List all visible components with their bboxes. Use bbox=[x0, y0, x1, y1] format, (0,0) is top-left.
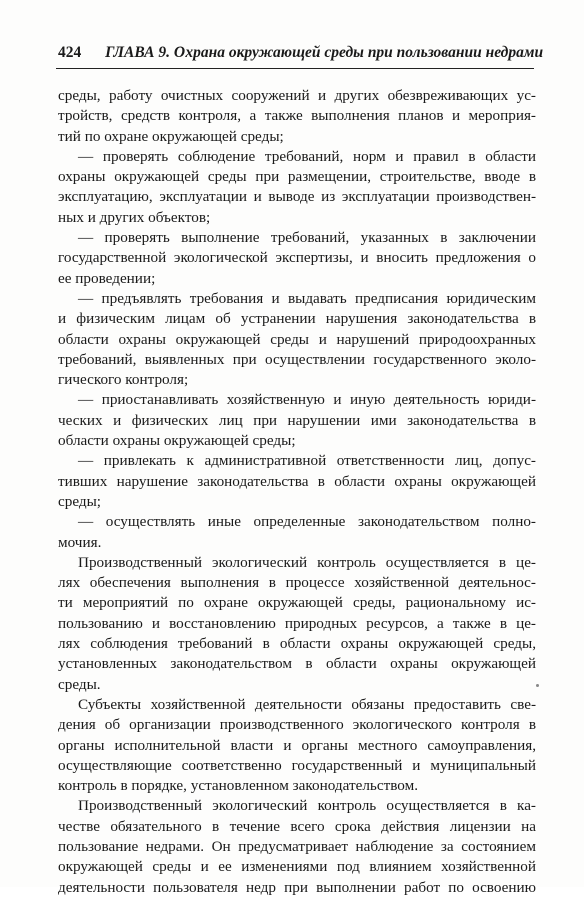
text-line: — осуществлять иные определенные законодательством полно- bbox=[78, 513, 536, 531]
text-line: требований, выявленных при осуществлении государственного эколо- bbox=[58, 350, 536, 368]
text-line: — предъявлять требования и выдавать предписания юридическим bbox=[78, 289, 536, 307]
text-line: — приостанавливать хозяйственную и иную деятельность юриди- bbox=[78, 391, 536, 409]
header-rule bbox=[56, 68, 534, 69]
text-line: эксплуатацию, эксплуатации и выводе из эксплуатации производствен- bbox=[58, 188, 536, 206]
text-line: дения об организации производственного экологического контроля в bbox=[58, 716, 536, 734]
paragraph bbox=[58, 289, 536, 390]
text-line: Субъекты хозяйственной деятельности обязаны предоставить све- bbox=[78, 695, 536, 713]
text-line: государственной экологической экспертизы, и вносить предложения о bbox=[58, 249, 536, 267]
text-line: тройств, средств контроля, а также выполнения планов и мероприя- bbox=[58, 107, 536, 125]
text-line: среды. bbox=[58, 675, 101, 693]
text-line: тивших нарушение законодательства в области охраны окружающей bbox=[58, 472, 536, 490]
text-line: установленных законодательством в области охраны окружающей bbox=[58, 655, 536, 673]
text-line: ее проведении; bbox=[58, 269, 156, 287]
text-line: Производственный экологический контроль осуществляется в ка- bbox=[78, 797, 536, 815]
paragraph bbox=[58, 553, 536, 695]
text-line: области охраны окружающей среды; bbox=[58, 432, 296, 450]
paragraph bbox=[58, 695, 536, 796]
paragraph bbox=[58, 451, 536, 512]
text-line: охраны окружающей среды при размещении, строительстве, вводе в bbox=[58, 168, 536, 186]
text-line: мочия. bbox=[58, 533, 102, 551]
paragraph bbox=[58, 796, 536, 897]
page-number: 424 bbox=[58, 44, 82, 61]
paragraph bbox=[58, 512, 536, 553]
scan-speck bbox=[536, 684, 539, 687]
text-line: и физическим лицам об устранении нарушения законодательства в bbox=[58, 310, 536, 328]
paragraph bbox=[58, 390, 536, 451]
text-line: ных и других объектов; bbox=[58, 208, 211, 226]
text-line: органы исполнительной власти и органы местного самоуправления, bbox=[58, 736, 536, 754]
text-line: контроль в порядке, установленном законодательством. bbox=[58, 777, 418, 795]
text-line: среды; bbox=[58, 492, 102, 510]
paragraph bbox=[58, 147, 536, 228]
text-line: Производственный экологический контроль осуществляется в це- bbox=[78, 553, 536, 571]
paragraph bbox=[58, 228, 536, 289]
text-line: осуществляющие соответственно государственный и муниципальный bbox=[58, 756, 536, 774]
text-line: — привлекать к административной ответственности лиц, допус- bbox=[78, 452, 536, 470]
text-line: среды, работу очистных сооружений и других обезвреживающих ус- bbox=[58, 87, 536, 104]
text-line: деятельности пользователя недр при выполнении работ по освоению bbox=[58, 878, 536, 896]
text-line: ческих и физических лиц при нарушении ими законодательства в bbox=[58, 411, 536, 429]
page-body bbox=[58, 86, 536, 898]
text-line: лях обеспечения выполнения в процессе хозяйственной деятельнос- bbox=[58, 574, 536, 592]
text-line: — проверять выполнение требований, указанных в заключении bbox=[78, 229, 536, 247]
chapter-title: ГЛАВА 9. Охрана окружающей среды при пользовании недрами bbox=[105, 44, 544, 61]
text-line: пользование недрами. Он предусматривает наблюдение за состоянием bbox=[58, 837, 536, 855]
paragraph bbox=[58, 86, 536, 147]
text-line: области охраны окружающей среды и нарушений природоохранных bbox=[58, 330, 536, 348]
running-header bbox=[58, 44, 544, 66]
text-line: пользованию и восстановлению природных ресурсов, а также в це- bbox=[58, 614, 536, 632]
text-line: тий по охране окружающей среды; bbox=[58, 127, 284, 145]
text-line: — проверять соблюдение требований, норм и правил в области bbox=[78, 147, 536, 165]
text-line: гического контроля; bbox=[58, 371, 189, 389]
text-line: окружающей среды и ее изменениями под влиянием хозяйственной bbox=[58, 858, 536, 876]
text-line: честве обязательного в течение всего срока действия лицензии на bbox=[58, 817, 536, 835]
text-line: ти мероприятий по охране окружающей среды, рациональному ис- bbox=[58, 594, 536, 612]
text-line: лях соблюдения требований в области охраны окружающей среды, bbox=[58, 635, 536, 653]
